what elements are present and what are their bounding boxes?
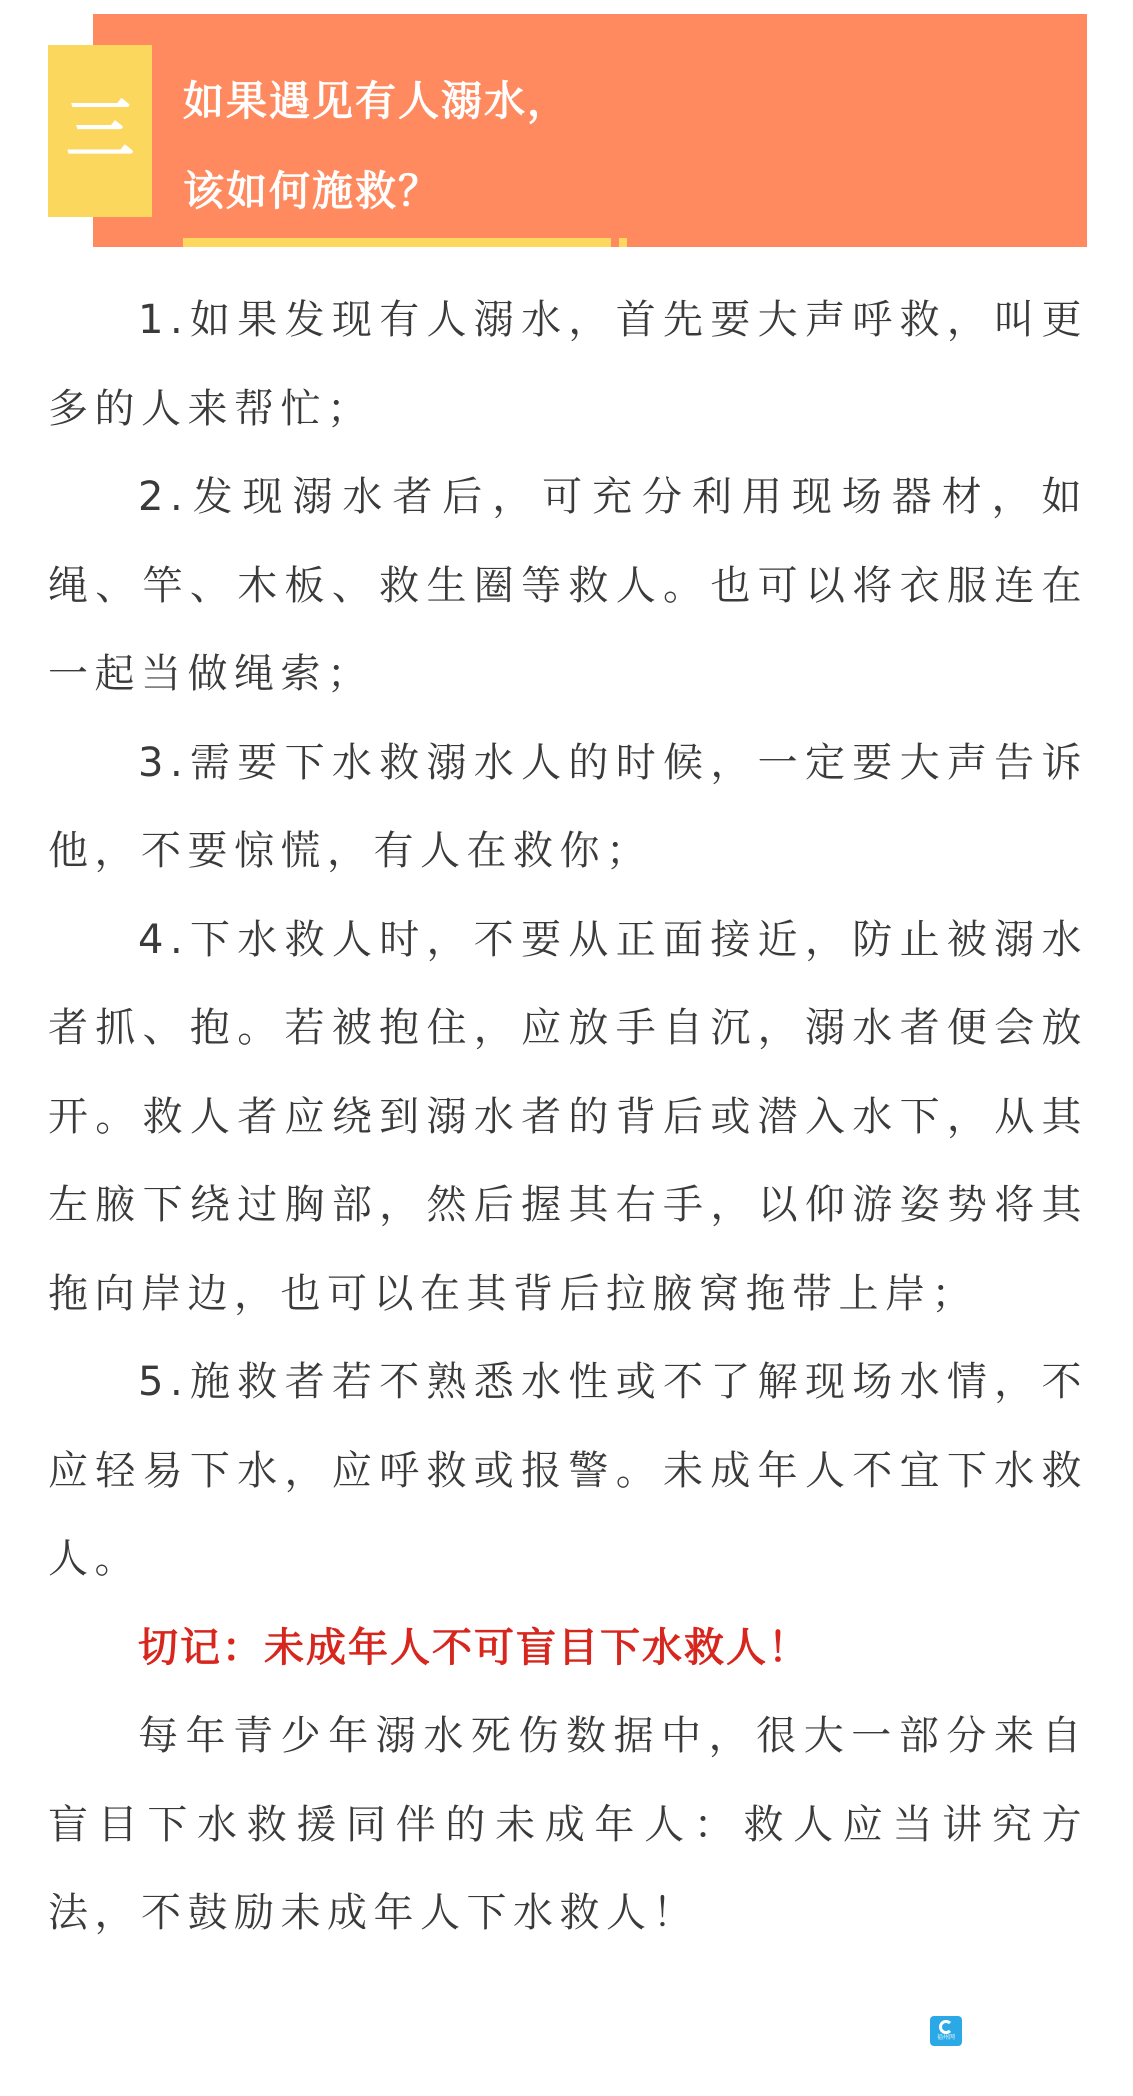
banner-underline — [183, 238, 611, 247]
paragraph-1: 1.如果发现有人溺水，首先要大声呼救，叫更多的人来帮忙； — [48, 297, 1088, 432]
warning-text: 切记：未成年人不可盲目下水救人！ — [138, 1624, 810, 1671]
section-title — [183, 56, 1063, 236]
section-title-line-2: 该如何施救？ — [183, 167, 441, 215]
section-number: 三 — [65, 91, 134, 170]
banner-underline-tick — [619, 238, 627, 247]
paragraph-5: 5.施救者若不熟悉水性或不了解现场水情，不应轻易下水，应呼救或报警。未成年人不宜下水救人。 — [48, 1359, 1088, 1582]
logo-text: 福州网 — [936, 2034, 955, 2041]
paragraph-3: 3.需要下水救溺水人的时候，一定要大声告诉他，不要惊慌，有人在救你； — [48, 739, 1088, 874]
article-body — [48, 276, 1088, 1958]
paragraph-2: 2.发现溺水者后，可充分利用现场器材，如绳、竿、木板、救生圈等救人。也可以将衣服连在一起当做绳索； — [48, 474, 1088, 697]
paragraph-4: 4.下水救人时，不要从正面接近，防止被溺水者抓、抱。若被抱住，应放手自沉，溺水者便会放开。救人者应绕到溺水者的背后或潜入水下，从其左腋下绕过胸部，然后握其右手，以仰游姿势将其拖向岸边，也可以在其背后拉腋窝拖带上岸； — [48, 916, 1088, 1317]
section-number-badge — [48, 45, 152, 217]
logo-mark — [939, 2020, 953, 2034]
news-logo-icon — [930, 2016, 962, 2046]
section-title-line-1: 如果遇见有人溺水， — [183, 77, 570, 125]
closing-paragraph: 每年青少年溺水死伤数据中，很大一部分来自盲目下水救援同伴的未成年人：救人应当讲究方法，不鼓励未成年人下水救人！ — [48, 1713, 1088, 1936]
